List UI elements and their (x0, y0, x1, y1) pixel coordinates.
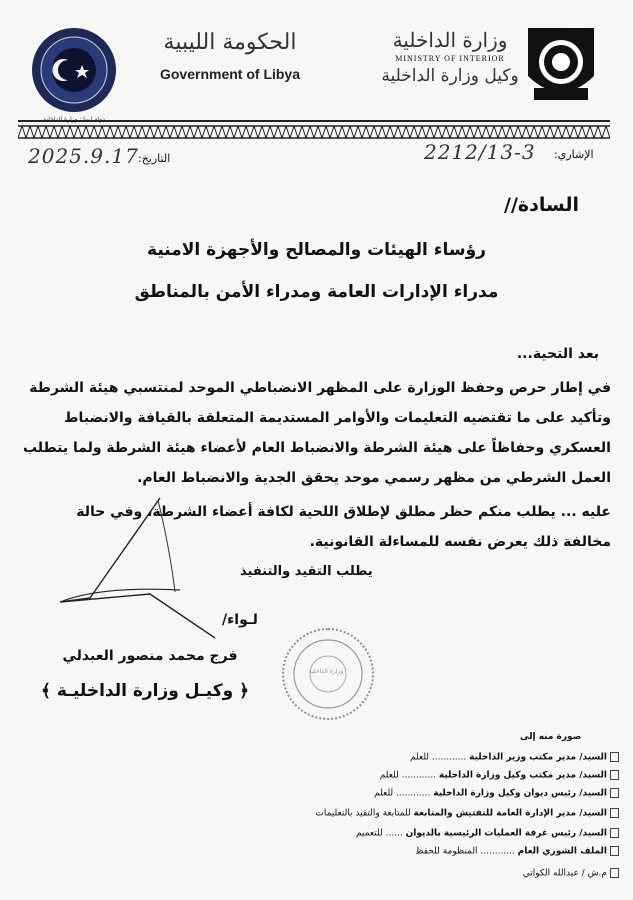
addressee-line-2: مدراء الإدارات العامة ومدراء الأمن بالمناطق (134, 282, 499, 302)
header-ornament (18, 124, 610, 138)
signatory-rank: لـواء/ (222, 612, 258, 628)
checkbox-icon (610, 846, 619, 856)
checkbox-icon (610, 770, 619, 780)
left-seal-emblem (30, 26, 118, 114)
reference-value: 2212/13-3 (424, 140, 536, 164)
checkbox-icon (610, 808, 619, 818)
greeting: بعد التحية... (516, 346, 599, 362)
body-paragraph-1-line-1: في إطار حرص وحفظ الوزارة على المظهر الانضباطي الموحد لمنتسبي هيئة الشرطة (29, 380, 611, 396)
cc-header: صورة منه إلى (520, 732, 582, 742)
date-label: التاريخ: (138, 152, 171, 165)
cc-row: السيد/ مدير مكتب وكيل وزارة الداخلية ............ للعلم (380, 770, 619, 781)
government-arabic-title: الحكومة الليبية (163, 30, 297, 55)
checkbox-icon (610, 828, 619, 838)
body-paragraph-1-line-2: وتأكيد على ما تقتضيه التعليمات والأوامر المستديمة المتعلقة بالقيافة والانضباط (64, 410, 611, 426)
government-english-title: Government of Libya (159, 66, 301, 82)
reference-label: الإشاري: (554, 148, 594, 161)
cc-row: السيد/ رئيس ديوان وكيل وزارة الداخلية ............ للعلم (374, 788, 619, 799)
stamp-caption: وزارة الداخلية (308, 668, 344, 675)
cc-row: السيد/ مدير مكتب وزير الداخلية ............ للعلم (410, 752, 619, 763)
checkbox-icon (610, 788, 619, 798)
ministry-arabic-title: وزارة الداخلية (392, 28, 508, 52)
body-paragraph-2-line-1: عليه ... يطلب منكم حظر مطلق لإطلاق اللحية لكافة أعضاء الشرطة، وفي حالة (76, 504, 611, 520)
cc-row: الملف الشوري العام ............ المنظومة للحفظ (415, 846, 619, 857)
deputy-arabic-title: وكيل وزارة الداخلية (381, 66, 519, 86)
date-value: 2025.9.17 (28, 144, 139, 168)
cc-initials: م.ش / عبدالله الكواتي (523, 868, 619, 879)
ministry-emblem (520, 18, 602, 108)
signatory-title: ﴿ وكيـل وزارة الداخليـة ﴾ (40, 681, 250, 701)
checkbox-icon (610, 752, 619, 762)
body-paragraph-1-line-4: العمل الشرطي من مظهر رسمي موحد يحقق الجدية والانضباط العام. (137, 470, 611, 486)
salutation: السادة// (504, 194, 579, 216)
closing-line: يطلب التقيد والتنفيذ (240, 564, 373, 579)
body-paragraph-1-line-3: العسكري وحفاظاً على هيئة الشرطة والانضباط العام لأعضاء هيئة الشرطة ولما يتطلب (22, 440, 611, 456)
cc-row: السيد/ مدير الإدارة العامة للتفتيش والمتابعة للمتابعة والتقيد بالتعليمات (315, 808, 619, 819)
emblem-caption: وزارة الداخلية (543, 18, 579, 25)
body-paragraph-2-line-2: مخالفة ذلك يعرض نفسه للمساءلة القانونية. (309, 534, 611, 550)
addressee-line-1: رؤساء الهيئات والمصالح والأجهزة الامنية (147, 240, 486, 260)
checkbox-icon (610, 868, 619, 878)
header-rule (18, 120, 610, 122)
cc-row: السيد/ رئيس غرفة العمليات الرئيسية بالديوان ...... للتعميم (356, 828, 619, 839)
signatory-name: فرج محمد منصور العبدلي (62, 648, 238, 664)
ministry-english-title: MINISTRY OF INTERIOR (395, 54, 505, 63)
